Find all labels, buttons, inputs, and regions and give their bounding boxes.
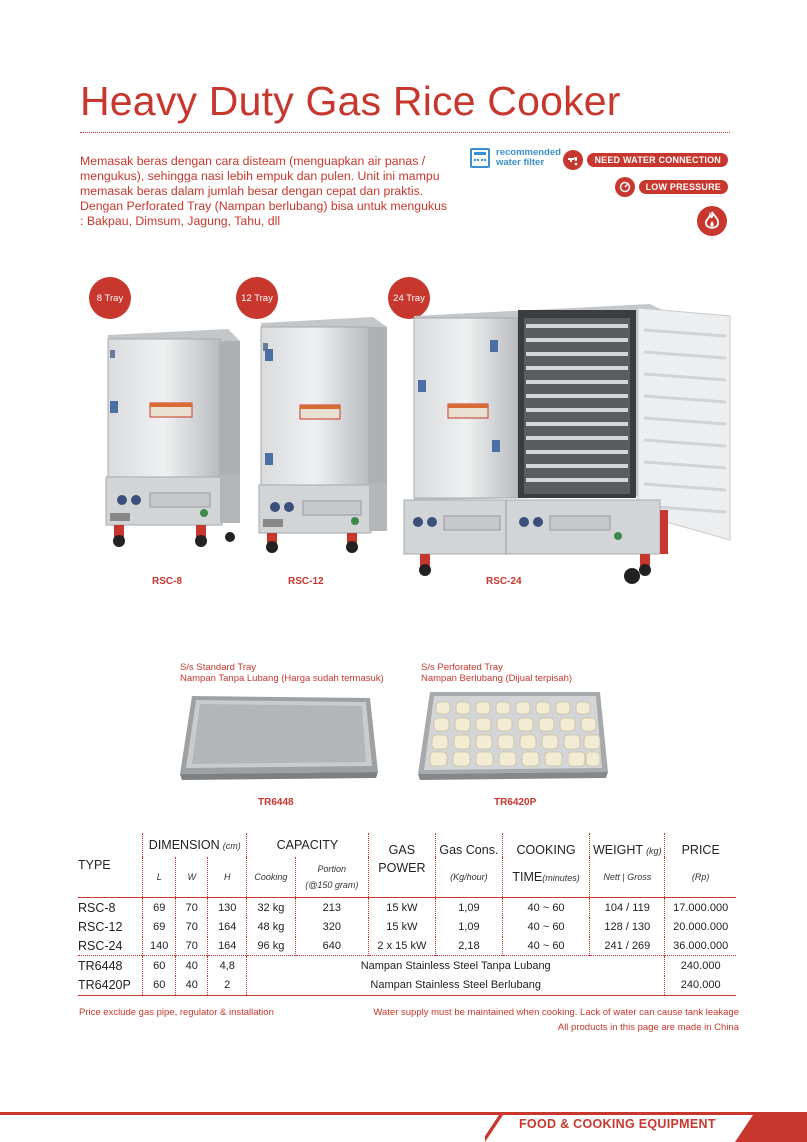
header-h: H <box>208 857 247 897</box>
product-model-label: RSC-24 <box>486 576 522 587</box>
header-type: TYPE <box>78 857 111 872</box>
need-water-label: NEED WATER CONNECTION <box>587 153 728 167</box>
tray-code-label: TR6448 <box>258 797 294 808</box>
table-row: RSC-12 69 70 164 48 kg 320 15 kW 1,09 40 ~ 60 128 / 130 20.000.000 <box>78 918 736 937</box>
header-gas-cons: Gas Cons. <box>435 833 502 857</box>
header-weight-sub: Nett | Gross <box>590 857 665 897</box>
header-price: PRICE <box>665 833 736 857</box>
header-l: L <box>143 857 175 897</box>
tray-code-label: TR6420P <box>494 797 537 808</box>
header-cooking-time-line1: COOKING <box>502 833 589 857</box>
gas-fire-icon <box>697 206 727 236</box>
rsc-24-cooker-image <box>400 300 740 590</box>
pressure-gauge-icon <box>615 177 635 197</box>
spec-table <box>78 833 736 996</box>
tray-count-badge: 8 Tray <box>89 277 131 319</box>
header-cooking-time-line2: TIME(minutes) <box>502 857 589 897</box>
table-row: TR6448 60 40 4,8 Nampan Stainless Steel Tanpa Lubang 240.000 <box>78 956 736 976</box>
product-model-label: RSC-8 <box>152 576 183 587</box>
header-dimension: DIMENSION (cm) <box>143 833 247 857</box>
water-filter-icon <box>470 148 490 168</box>
header-gas-cons-unit: (Kg/hour) <box>435 857 502 897</box>
origin-note: All products in this page are made in China <box>557 1022 739 1033</box>
page-title: Heavy Duty Gas Rice Cooker <box>80 78 621 124</box>
need-water-badge <box>563 150 728 170</box>
water-filter-badge <box>470 148 561 168</box>
tray-count-badge: 12 Tray <box>236 277 278 319</box>
rsc-8-cooker-image <box>100 325 242 550</box>
rsc-12-cooker-image <box>255 313 390 553</box>
product-model-label: RSC-12 <box>288 576 324 587</box>
title-divider <box>80 132 730 133</box>
low-pressure-label: LOW PRESSURE <box>639 180 728 194</box>
price-note: Price exclude gas pipe, regulator & installation <box>79 1007 274 1018</box>
header-capacity: CAPACITY <box>247 833 369 857</box>
header-w: W <box>175 857 207 897</box>
header-weight: WEIGHT (kg) <box>590 833 665 857</box>
footer-line <box>0 1112 560 1115</box>
intro-paragraph: Memasak beras dengan cara disteam (menguapkan air panas / mengukus), sehingga nasi lebih empuk dan pulen. Unit ini mampu memasak beras dalam jumlah besar dengan cepat dan praktis. Dengan Perforated Tray (Nampan berlubang) bisa untuk mengukus : Bakpau, Dimsum, Jagung, Tahu, dll <box>80 154 448 228</box>
header-price-unit: (Rp) <box>665 857 736 897</box>
table-row: RSC-8 69 70 130 32 kg 213 15 kW 1,09 40 ~ 60 104 / 119 17.000.000 <box>78 898 736 918</box>
header-cooking: Cooking <box>247 857 296 897</box>
tray-count-badge: 24 Tray <box>388 277 430 319</box>
footer-category: FOOD & COOKING EQUIPMENT <box>519 1117 716 1131</box>
low-pressure-badge <box>615 177 728 197</box>
water-filter-label: recommended water filter <box>496 147 561 168</box>
perforated-tray-caption: S/s Perforated Tray Nampan Berlubang (Dijual terpisah) <box>421 662 573 684</box>
standard-tray-caption: S/s Standard Tray Nampan Tanpa Lubang (Harga sudah termasuk) <box>180 662 384 684</box>
faucet-icon <box>563 150 583 170</box>
header-gas-power-line1: GAS <box>368 833 435 857</box>
table-row: TR6420P 60 40 2 Nampan Stainless Steel Berlubang 240.000 <box>78 976 736 996</box>
header-gas-power-line2: POWER <box>368 857 435 897</box>
water-note: Water supply must be maintained when cooking. Lack of water can cause tank leakage <box>373 1007 739 1018</box>
header-portion: Portion (@150 gram) <box>295 857 368 897</box>
standard-tray-image <box>176 692 380 784</box>
perforated-tray-image <box>414 688 610 784</box>
table-row: RSC-24 140 70 164 96 kg 640 2 x 15 kW 2,18 40 ~ 60 241 / 269 36.000.000 <box>78 937 736 956</box>
